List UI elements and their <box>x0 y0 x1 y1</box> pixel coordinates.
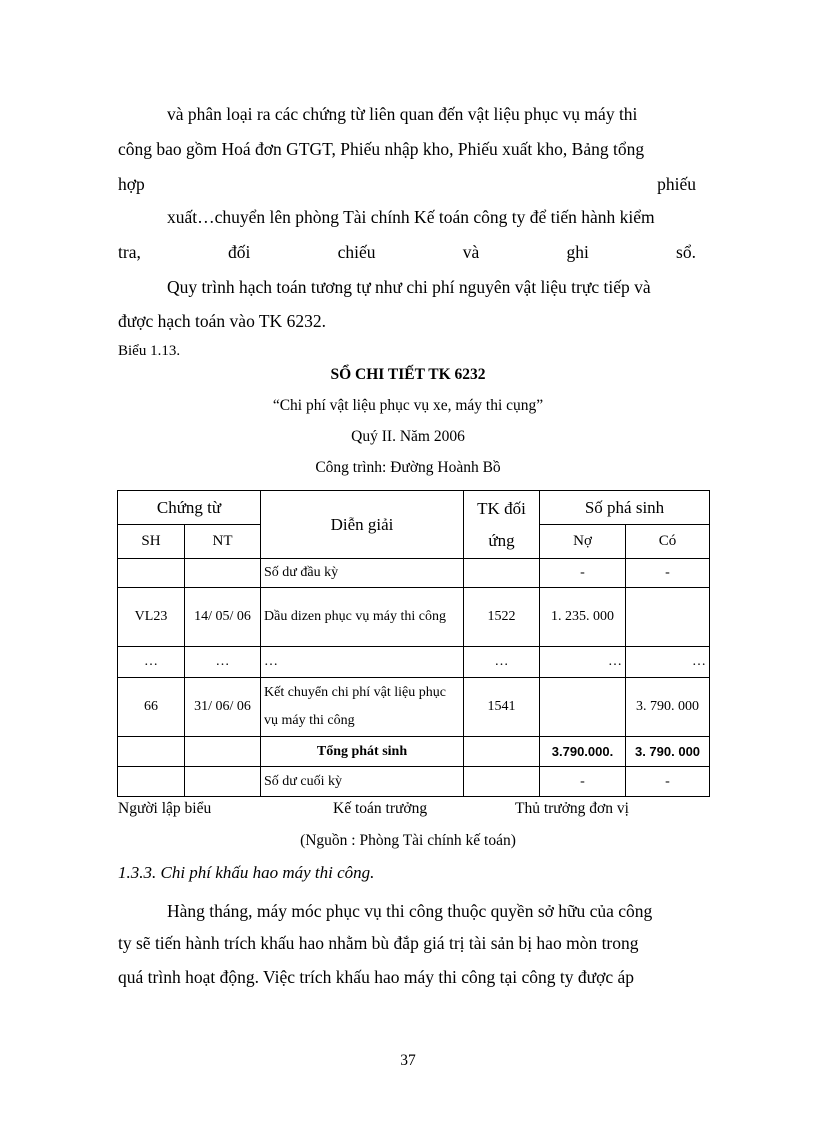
signature-preparer: Người lập biểu <box>118 800 212 817</box>
paragraph-line: công bao gồm Hoá đơn GTGT, Phiếu nhập kho, Phiếu xuất kho, Bảng tổng <box>118 139 645 159</box>
signature-chief-accountant: Kế toán trưởng <box>333 800 428 817</box>
cell-acct: 1541 <box>464 678 540 737</box>
word: đối <box>228 242 251 262</box>
cell-sh: 66 <box>118 678 185 737</box>
cell-nt <box>185 767 261 797</box>
cell-credit: - <box>626 559 710 588</box>
word: sổ. <box>676 242 696 262</box>
cell-debit <box>540 678 626 737</box>
header-voucher: Chứng từ <box>118 491 261 525</box>
header-sh: SH <box>118 525 185 559</box>
cell-debit: 3.790.000. <box>540 737 626 767</box>
table-row <box>118 737 710 767</box>
cell-debit: - <box>540 767 626 797</box>
word: phiếu <box>657 174 696 194</box>
word: hợp <box>118 174 145 194</box>
cell-nt <box>185 737 261 767</box>
cell-nt: 14/ 05/ 06 <box>185 588 261 647</box>
cell-sh <box>118 559 185 588</box>
paragraph-line <box>118 242 696 263</box>
ledger-title: SỔ CHI TIẾT TK 6232 <box>330 366 486 383</box>
signature-head: Thủ trưởng đơn vị <box>515 800 629 817</box>
cell-desc: Số dư đầu kỳ <box>261 559 464 588</box>
cell-desc: Dầu dizen phục vụ máy thi công <box>261 588 464 647</box>
header-account <box>464 491 540 559</box>
word: tra, <box>118 242 141 262</box>
cell-desc: Kết chuyển chi phí vật liệu phục vụ máy thi công <box>261 678 464 737</box>
cell-credit <box>626 588 710 647</box>
word: ghi <box>566 242 589 262</box>
cell-nt: … <box>185 647 261 678</box>
cell-nt <box>185 559 261 588</box>
cell-nt: 31/ 06/ 06 <box>185 678 261 737</box>
cell-acct <box>464 559 540 588</box>
source-note: (Nguồn : Phòng Tài chính kế toán) <box>300 832 516 849</box>
table-label: Biểu 1.13. <box>118 343 181 359</box>
cell-debit: 1. 235. 000 <box>540 588 626 647</box>
page-number: 37 <box>400 1052 416 1069</box>
cell-desc: Tổng phát sinh <box>261 737 464 767</box>
header-account-line1: TK đối <box>477 498 526 518</box>
cell-credit: … <box>626 647 710 678</box>
cell-acct <box>464 767 540 797</box>
ledger-period: Quý II. Năm 2006 <box>351 428 465 445</box>
cell-sh <box>118 737 185 767</box>
cell-credit: 3. 790. 000 <box>626 737 710 767</box>
table-row <box>118 767 710 797</box>
section-heading: 1.3.3. Chi phí khấu hao máy thi công. <box>118 863 375 882</box>
cell-acct <box>464 737 540 767</box>
paragraph-line: ty sẽ tiến hành trích khấu hao nhằm bù đắp giá trị tài sản bị hao mòn trong <box>118 933 639 953</box>
cell-sh <box>118 767 185 797</box>
paragraph-line: quá trình hoạt động. Việc trích khấu hao máy thi công tại công ty được áp <box>118 967 634 987</box>
cell-acct: 1522 <box>464 588 540 647</box>
cell-desc: Số dư cuối kỳ <box>261 767 464 797</box>
paragraph-line: xuất…chuyển lên phòng Tài chính Kế toán công ty để tiến hành kiểm <box>167 207 655 227</box>
header-description: Diễn giải <box>261 491 464 559</box>
ledger-subtitle: “Chi phí vật liệu phục vụ xe, máy thi cụng” <box>272 397 544 414</box>
word: và <box>462 242 480 262</box>
paragraph-line: Hàng tháng, máy móc phục vụ thi công thuộc quyền sở hữu của công <box>167 901 653 921</box>
paragraph-line <box>118 174 696 195</box>
cell-debit: - <box>540 559 626 588</box>
cell-credit: 3. 790. 000 <box>626 678 710 737</box>
cell-credit: - <box>626 767 710 797</box>
paragraph-line: và phân loại ra các chứng từ liên quan đến vật liệu phục vụ máy thi <box>167 104 638 124</box>
table-row <box>118 678 710 737</box>
cell-desc: … <box>261 647 464 678</box>
table-row <box>118 647 710 678</box>
header-account-line2: ứng <box>488 530 515 550</box>
paragraph-line: được hạch toán vào TK 6232. <box>118 311 326 331</box>
table-row <box>118 588 710 647</box>
ledger-table <box>117 490 710 797</box>
cell-sh: … <box>118 647 185 678</box>
header-credit: Có <box>626 525 710 559</box>
header-debit: Nợ <box>540 525 626 559</box>
word: chiếu <box>337 242 376 262</box>
header-amounts: Số phá sinh <box>540 491 710 525</box>
paragraph-line: Quy trình hạch toán tương tự như chi phí nguyên vật liệu trực tiếp và <box>167 277 651 297</box>
cell-debit: … <box>540 647 626 678</box>
cell-acct: … <box>464 647 540 678</box>
ledger-project: Công trình: Đường Hoành Bồ <box>315 459 501 476</box>
header-nt: NT <box>185 525 261 559</box>
table-row <box>118 559 710 588</box>
cell-sh: VL23 <box>118 588 185 647</box>
